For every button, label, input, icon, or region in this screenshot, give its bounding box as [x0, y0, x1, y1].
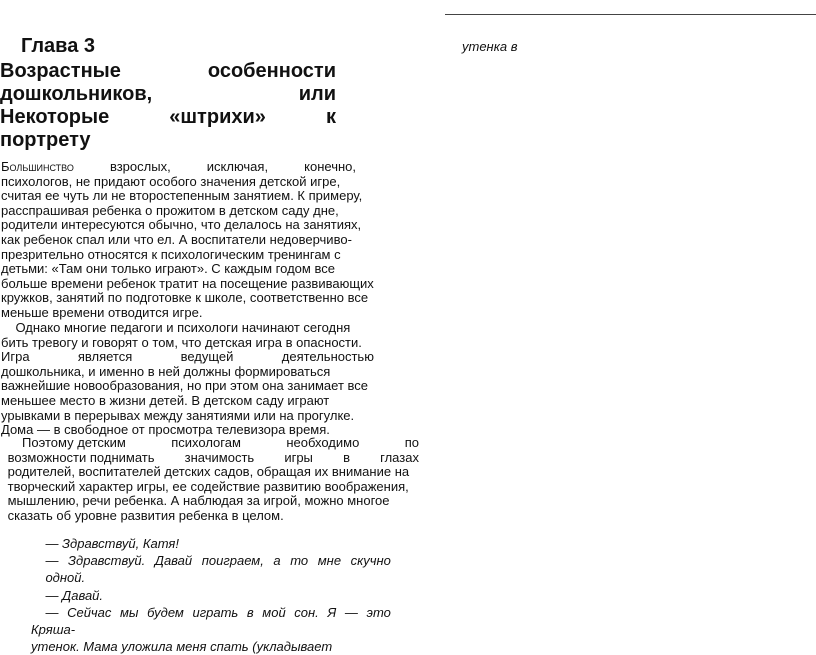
top-rule [445, 14, 816, 15]
text-line [1, 394, 374, 409]
text-segment: психологов, не придают особого значения детской игре, [1, 173, 341, 189]
text-segment: Возрастные [0, 60, 121, 82]
text-segment: игры [284, 449, 313, 465]
text-segment: в [343, 449, 350, 465]
text-segment: возможности поднимать [4, 449, 155, 465]
text-segment: будем [147, 604, 184, 620]
text-segment: как ребенок спал или что ел. А воспитатели недоверчиво- [1, 231, 352, 247]
text-segment: презрительно относятся к психологическим тренингам с [1, 246, 341, 262]
text-segment: дошкольника, и именно в ней должны формироваться [1, 363, 331, 379]
text-line [1, 336, 374, 351]
text-segment: больше времени ребенок тратит на посещение развивающих [1, 275, 374, 291]
text-segment: родителей, воспитателей детских садов, обращая их внимание на [4, 464, 410, 480]
text-segment: особенности [207, 60, 336, 82]
chapter-heading: Глава 3 [21, 35, 96, 57]
text-line [1, 365, 374, 380]
text-segment: сон. [294, 604, 319, 620]
text-segment: Дома — в свободное от просмотра телевизора время. [1, 422, 330, 438]
dialog-line [31, 604, 391, 621]
text-segment: Кряша- [31, 622, 76, 638]
text-segment: деятельностью [281, 349, 374, 365]
text-segment: поиграем, [201, 553, 264, 569]
text-segment: — [344, 604, 358, 620]
text-line [1, 275, 374, 292]
text-line [1, 233, 356, 248]
text-segment: урывками в перерывах между занятиями или на прогулке. [1, 407, 355, 423]
text-segment: творческий характер игры, ее содействие развитию воображения, [4, 478, 409, 494]
text-line [1, 290, 369, 306]
text-line [1, 160, 356, 175]
text-segment: портрету [0, 129, 91, 151]
text-segment: Однако многие педагоги и психологи начинают сегодня [1, 320, 351, 335]
text-segment: необходимо [286, 435, 360, 450]
text-segment: Здравствуй. [68, 553, 146, 569]
text-segment: — [31, 604, 59, 620]
text-segment: расспрашивая ребенка о прожитом в детском саду дне, [1, 202, 339, 218]
text-line [4, 480, 419, 495]
text-segment: в [246, 604, 254, 620]
text-segment: к [325, 106, 336, 128]
text-segment: является [77, 349, 133, 365]
title-line [0, 83, 336, 106]
text-segment: Давай [154, 553, 193, 569]
text-segment: сказать об уровне развития ребенка в целом. [4, 507, 284, 523]
text-line [1, 217, 362, 233]
text-segment: мы [120, 604, 139, 620]
text-line [1, 379, 374, 394]
text-line [1, 409, 374, 424]
dialog-line [31, 569, 391, 586]
text-segment: — Здравствуй, Катя! [31, 536, 179, 551]
dialog-line [31, 552, 391, 569]
text-line [1, 350, 374, 365]
text-segment: Игра [1, 349, 30, 365]
text-line [1, 175, 356, 190]
dialog-line [31, 535, 391, 552]
text-segment: глазах [380, 449, 419, 465]
text-segment: меньшее место в жизни детей. В детском саду играют [1, 392, 330, 408]
text-segment: а [273, 553, 281, 569]
dialog-line [31, 621, 391, 638]
text-segment: — [31, 553, 59, 569]
text-segment: бить тревогу и говорят о том, что детская игра в опасности. [1, 334, 362, 350]
text-segment: утенок. Мама уложила меня спать (укладывает [31, 639, 333, 655]
text-segment: играть [192, 604, 239, 620]
paragraph-1 [1, 159, 374, 321]
text-segment: Поэтому детским [4, 435, 126, 450]
paragraph-2 [1, 321, 374, 438]
text-segment: дошкольников, [0, 83, 153, 105]
text-line [1, 262, 356, 277]
text-segment: взрослых, [109, 159, 171, 174]
text-segment: исключая, [206, 159, 269, 174]
chapter-title [0, 60, 336, 152]
text-line [1, 306, 356, 321]
text-segment: скучно [350, 553, 391, 569]
text-segment: — Давай. [31, 587, 104, 603]
text-segment: конечно, [304, 159, 356, 174]
text-line [4, 509, 419, 524]
text-line [1, 204, 356, 219]
text-segment: кружков, занятий по подготовке к школе, соответственно все [1, 290, 369, 306]
text-segment: то [290, 553, 309, 569]
text-line [4, 494, 419, 509]
text-segment: мышлению, речи ребенка. А наблюдая за игрой, можно многое [4, 493, 390, 509]
text-segment: психологам [171, 435, 241, 450]
text-segment: важнейшие новообразования, но при этом она занимает все [1, 378, 369, 394]
dialog-line [31, 587, 391, 604]
side-note: утенка в [462, 39, 518, 54]
text-segment: детьми: «Там они только играют». С каждым годом все [1, 261, 335, 277]
text-line [1, 321, 374, 336]
text-segment: это [366, 604, 391, 620]
title-line [0, 129, 336, 152]
text-segment: Сейчас [67, 604, 112, 620]
text-segment: меньше времени отводится игре. [1, 304, 203, 320]
first-word: Большинство [1, 159, 74, 174]
title-line [0, 106, 336, 129]
text-segment: по [404, 435, 419, 450]
text-line [1, 188, 363, 204]
paragraph-3 [4, 436, 419, 524]
text-segment: мне [317, 553, 342, 569]
text-line [4, 451, 419, 466]
text-segment: одной. [31, 570, 86, 586]
text-segment: Некоторые [0, 106, 110, 128]
text-segment: ведущей [180, 349, 234, 365]
text-segment: считая ее чуть ли не второстепенным занятием. К примеру, [1, 188, 363, 204]
title-line [0, 60, 336, 83]
dialog-excerpt [31, 535, 391, 655]
text-line [4, 436, 419, 451]
dialog-line [31, 638, 391, 655]
text-line [4, 465, 419, 480]
text-line [1, 248, 356, 263]
text-segment: значимость [184, 449, 255, 465]
text-segment: мой [262, 604, 286, 620]
text-segment: «штрихи» [169, 106, 266, 128]
text-segment: Я [327, 604, 337, 620]
text-segment: или [298, 83, 336, 105]
text-segment: родители интересуются обычно, что делалось на занятиях, [1, 217, 362, 233]
